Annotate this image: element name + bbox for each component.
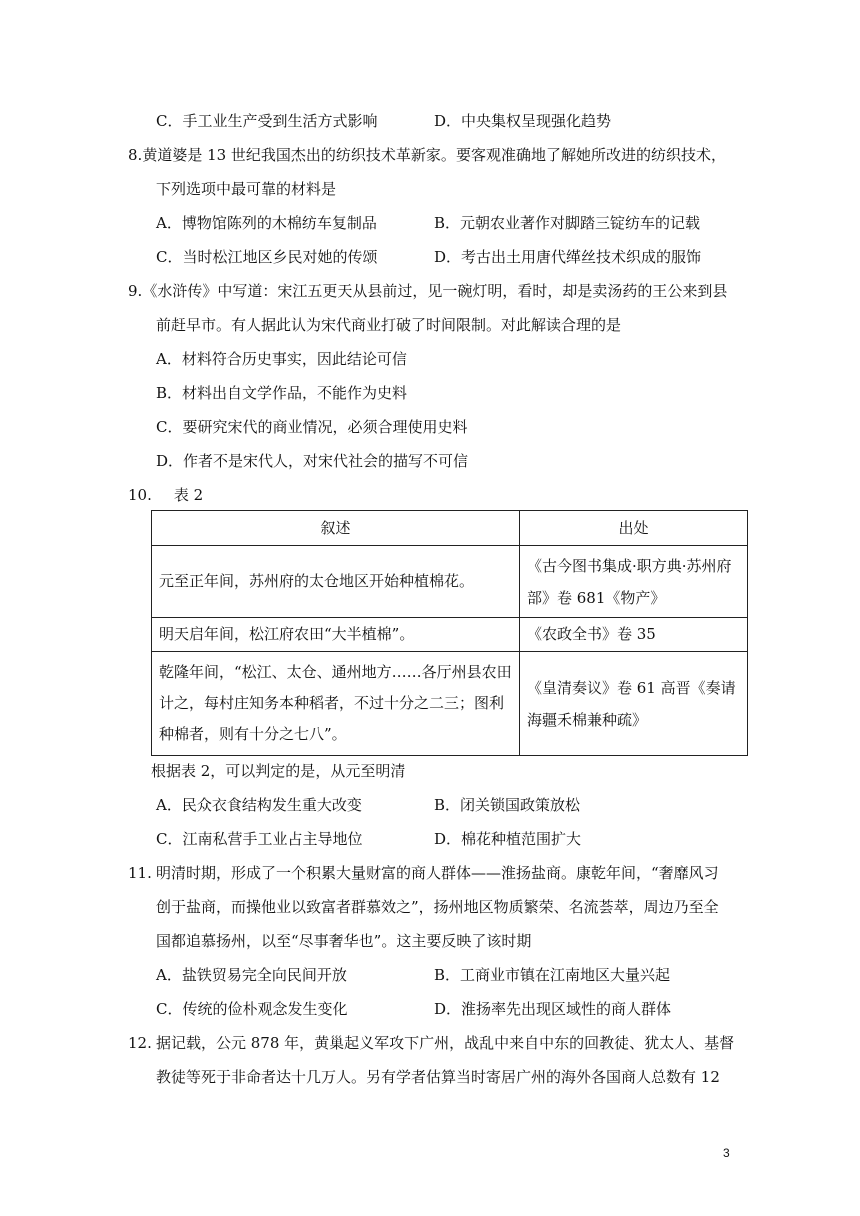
q7-option-c: C．手工业生产受到生活方式影响 (156, 112, 378, 130)
q8-option-c: C．当时松江地区乡民对她的传颂 (156, 248, 378, 266)
cell-text: 乾隆年间，“松江、太仓、通州地方……各厅州县农田 (159, 663, 512, 681)
table-cell-source (520, 546, 748, 618)
table-cell-source (520, 652, 748, 756)
q10-option-a: A．民众衣食结构发生重大改变 (156, 796, 362, 814)
q8-number: 8. (128, 146, 143, 164)
table-caption: 表 2 (173, 486, 204, 504)
q12-text-line1: 据记载，公元 878 年，黄巢起义军攻下广州，战乱中来自中东的回教徒、犹太人、基督 (156, 1034, 735, 1052)
q9-option-a: A．材料符合历史事实，因此结论可信 (156, 350, 407, 368)
q9-stem-line1 (128, 281, 727, 301)
page-number: 3 (723, 1146, 730, 1160)
q8-option-a: A．博物馆陈列的木棉纺车复制品 (156, 214, 377, 232)
q8-stem-line1 (128, 145, 726, 165)
source-table (151, 510, 748, 756)
table-row (152, 652, 748, 756)
q11-option-d: D．淮扬率先出现区域性的商人群体 (434, 1000, 672, 1018)
q7-option-d: D．中央集权呈现强化趋势 (434, 112, 612, 130)
table-header-row (152, 511, 748, 546)
cell-text: 部》卷 681《物产》 (527, 588, 666, 607)
q8-stem-line2: 下列选项中最可靠的材料是 (156, 180, 337, 198)
q9-option-c: C．要研究宋代的商业情况，必须合理使用史料 (156, 418, 468, 436)
q10-header (128, 485, 203, 505)
q10-number: 10. (128, 486, 152, 504)
table-row (152, 618, 748, 652)
q11-stem-line1 (128, 863, 719, 883)
q9-option-d: D．作者不是宋代人，对宋代社会的描写不可信 (156, 452, 469, 470)
table-cell-desc (152, 652, 520, 756)
cell-text: 《农政全书》卷 35 (527, 625, 656, 643)
cell-text: 海疆禾棉兼种疏》 (527, 710, 648, 729)
q12-stem-line1 (128, 1033, 734, 1053)
table-cell-desc (152, 546, 520, 618)
table-row (152, 546, 748, 618)
q11-number: 11. (128, 864, 152, 882)
cell-text: 《皇清奏议》卷 61 高晋《奏请 (527, 678, 736, 697)
cell-text: 元至正年间，苏州府的太仓地区开始种植棉花。 (159, 572, 475, 590)
q11-option-a: A．盐铁贸易完全向民间开放 (156, 966, 347, 984)
table-cell-desc (152, 618, 520, 652)
q10-option-c: C．江南私营手工业占主导地位 (156, 830, 363, 848)
q8-option-d: D．考古出土用唐代缂丝技术织成的服饰 (434, 248, 702, 266)
q8-option-b: B．元朝农业著作对脚踏三锭纺车的记载 (434, 214, 701, 232)
table-cell-source (520, 618, 748, 652)
cell-text: 计之，每村庄知务本种稻者，不过十分之二三；图利 (159, 694, 505, 712)
q11-option-b: B．工商业市镇在江南地区大量兴起 (434, 966, 671, 984)
q12-number: 12. (128, 1034, 152, 1052)
q11-option-c: C．传统的俭朴观念发生变化 (156, 1000, 348, 1018)
table-header-source: 出处 (520, 511, 748, 546)
cell-text: 种棉者，则有十分之七八”。 (159, 725, 347, 743)
cell-text: 明天启年间，松江府农田“大半植棉”。 (159, 625, 415, 643)
q8-text-line1: 黄道婆是 13 世纪我国杰出的纺织技术革新家。要客观准确地了解她所改进的纺织技术， (142, 146, 726, 164)
q10-option-d: D．棉花种植范围扩大 (434, 830, 582, 848)
q11-stem-line3: 国都追慕扬州，以至“尽事奢华也”。这主要反映了该时期 (156, 932, 532, 950)
cell-text: 《古今图书集成·职方典·苏州府 (527, 556, 732, 575)
q9-stem-line2: 前赶早市。有人据此认为宋代商业打破了时间限制。对此解读合理的是 (156, 316, 622, 334)
q9-number: 9. (128, 282, 143, 300)
q9-option-b: B．材料出自文学作品，不能作为史料 (156, 384, 408, 402)
table-header-desc: 叙述 (152, 511, 520, 546)
q11-text-line1: 明清时期，形成了一个积累大量财富的商人群体——淮扬盐商。康乾年间，“奢靡风习 (156, 864, 719, 882)
q12-stem-line2: 教徒等死于非命者达十几万人。另有学者估算当时寄居广州的海外各国商人总数有 12 (156, 1068, 720, 1086)
q10-stem: 根据表 2，可以判定的是，从元至明清 (151, 762, 406, 780)
q9-text-line1: 《水浒传》中写道：宋江五更天从县前过，见一碗灯明，看时，却是卖汤药的王公来到县 (142, 282, 728, 300)
q10-option-b: B．闭关锁国政策放松 (434, 796, 581, 814)
q11-stem-line2: 创于盐商，而操他业以致富者群慕效之”，扬州地区物质繁荣、名流荟萃，周边乃至全 (156, 898, 719, 916)
